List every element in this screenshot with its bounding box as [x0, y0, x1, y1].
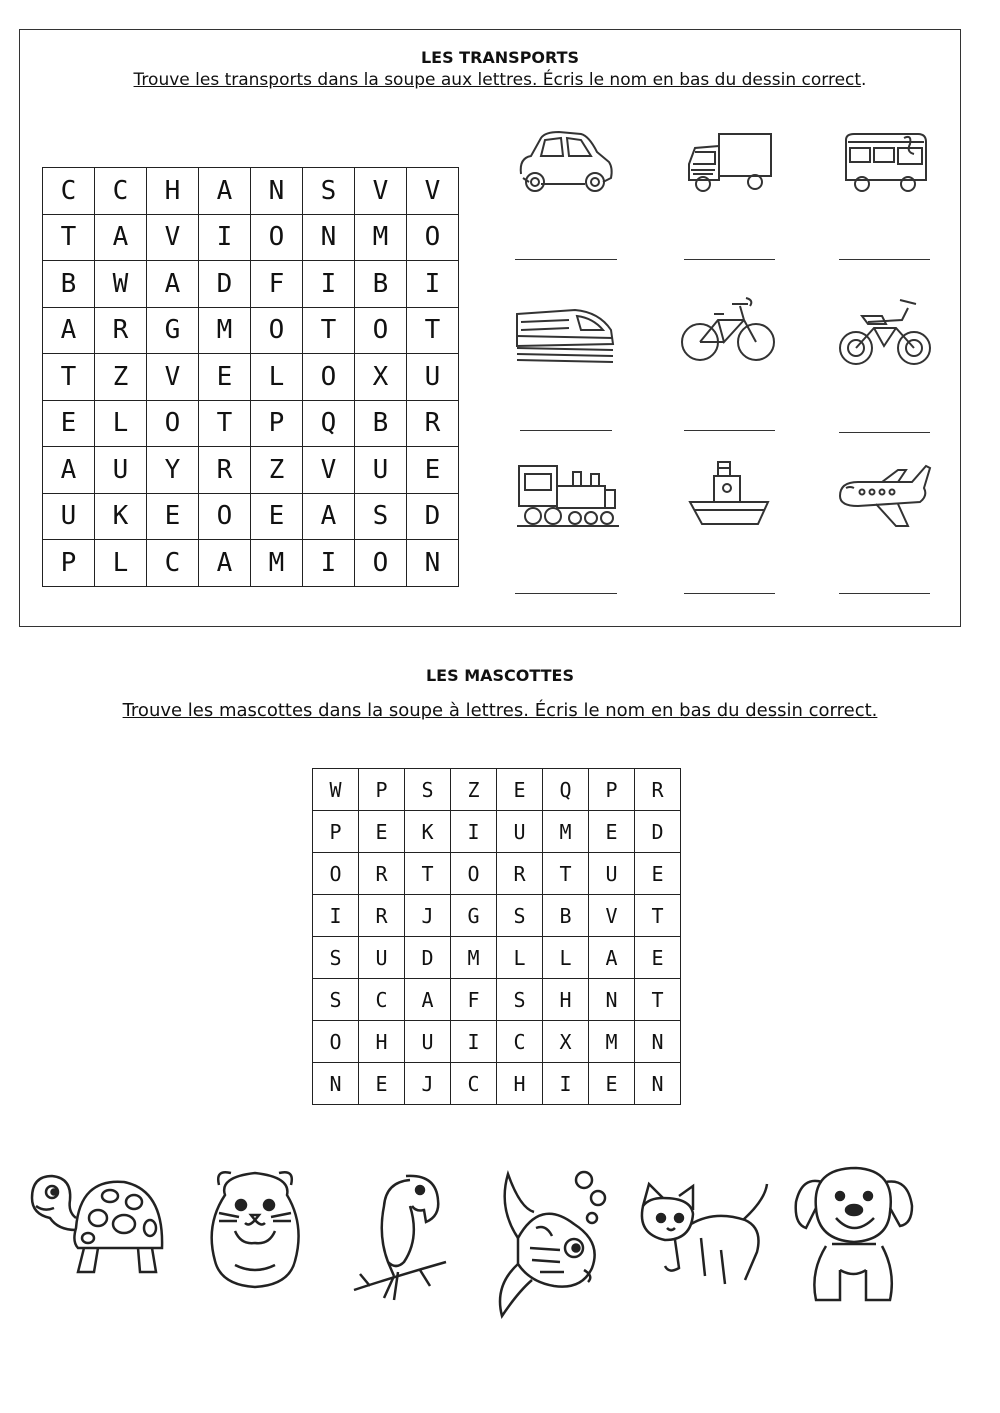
grid-cell[interactable]: L [543, 937, 589, 979]
transports-title: LES TRANSPORTS [420, 48, 580, 67]
grid-cell[interactable]: Q [543, 769, 589, 811]
grid-cell[interactable]: R [407, 400, 459, 447]
motorbike-icon [838, 294, 932, 370]
grid-cell[interactable]: T [407, 307, 459, 354]
grid-cell[interactable]: V [407, 168, 459, 215]
grid-cell[interactable]: R [497, 853, 543, 895]
grid-cell[interactable]: N [313, 1063, 359, 1105]
grid-cell[interactable]: R [359, 853, 405, 895]
grid-cell[interactable]: O [303, 354, 355, 401]
grid-cell[interactable]: V [589, 895, 635, 937]
grid-cell[interactable]: P [251, 400, 303, 447]
steam-train-icon [515, 460, 619, 530]
grid-cell[interactable]: E [635, 937, 681, 979]
grid-cell[interactable]: J [405, 1063, 451, 1105]
grid-row [43, 214, 459, 261]
grid-cell[interactable]: M [543, 811, 589, 853]
grid-cell[interactable]: I [451, 1021, 497, 1063]
grid-cell[interactable]: T [199, 400, 251, 447]
grid-cell[interactable]: X [355, 354, 407, 401]
answer-blank[interactable] [515, 259, 617, 260]
grid-cell[interactable]: I [451, 811, 497, 853]
grid-cell[interactable]: N [589, 979, 635, 1021]
grid-cell[interactable]: U [43, 493, 95, 540]
grid-cell[interactable]: S [303, 168, 355, 215]
grid-cell[interactable]: B [355, 400, 407, 447]
grid-cell[interactable]: U [359, 937, 405, 979]
grid-cell[interactable]: U [497, 811, 543, 853]
grid-cell[interactable]: E [635, 853, 681, 895]
grid-cell[interactable]: C [451, 1063, 497, 1105]
grid-row [313, 769, 681, 811]
grid-cell[interactable]: N [251, 168, 303, 215]
grid-cell[interactable]: O [313, 853, 359, 895]
grid-cell[interactable]: X [543, 1021, 589, 1063]
answer-blank[interactable] [684, 259, 775, 260]
answer-blank[interactable] [839, 432, 930, 433]
grid-cell[interactable]: N [407, 540, 459, 587]
grid-cell[interactable]: D [405, 937, 451, 979]
grid-cell[interactable]: M [589, 1021, 635, 1063]
grid-cell[interactable]: E [497, 769, 543, 811]
grid-cell[interactable]: O [407, 214, 459, 261]
grid-cell[interactable]: O [355, 540, 407, 587]
grid-cell[interactable]: S [313, 979, 359, 1021]
mascots-title: LES MASCOTTES [425, 666, 575, 685]
grid-cell[interactable]: Z [95, 354, 147, 401]
grid-cell[interactable]: T [635, 979, 681, 1021]
mascots-instruction-text: Trouve les mascottes dans la soupe à lettres. Écris le nom en bas du dessin correct. [122, 700, 878, 721]
grid-cell[interactable]: L [251, 354, 303, 401]
grid-cell[interactable]: A [589, 937, 635, 979]
grid-cell[interactable]: O [313, 1021, 359, 1063]
bicycle-icon [680, 294, 776, 366]
grid-cell[interactable]: T [303, 307, 355, 354]
answer-blank[interactable] [515, 593, 617, 594]
airplane-icon [836, 460, 932, 532]
grid-cell[interactable]: U [355, 447, 407, 494]
grid-cell[interactable]: C [43, 168, 95, 215]
grid-row [43, 447, 459, 494]
grid-cell[interactable]: G [451, 895, 497, 937]
grid-cell[interactable]: S [355, 493, 407, 540]
hamster-icon [205, 1165, 305, 1291]
grid-cell[interactable]: M [251, 540, 303, 587]
grid-cell[interactable]: S [313, 937, 359, 979]
grid-cell[interactable]: J [405, 895, 451, 937]
grid-cell[interactable]: E [147, 493, 199, 540]
grid-cell[interactable]: T [405, 853, 451, 895]
grid-cell[interactable]: K [95, 493, 147, 540]
grid-row [313, 811, 681, 853]
grid-cell[interactable]: R [199, 447, 251, 494]
transports-instruction-end: . [861, 70, 867, 90]
grid-cell[interactable]: V [355, 168, 407, 215]
grid-cell[interactable]: C [147, 540, 199, 587]
grid-cell[interactable]: E [251, 493, 303, 540]
grid-cell[interactable]: V [147, 214, 199, 261]
grid-cell[interactable]: I [199, 214, 251, 261]
boat-icon [686, 458, 772, 530]
grid-cell[interactable]: C [95, 168, 147, 215]
grid-cell[interactable]: C [497, 1021, 543, 1063]
grid-cell[interactable]: O [251, 214, 303, 261]
grid-row [43, 493, 459, 540]
grid-cell[interactable]: U [95, 447, 147, 494]
grid-cell[interactable]: A [405, 979, 451, 1021]
transports-instruction-text: Trouve les transports dans la soupe aux lettres. Écris le nom en bas du dessin correct [133, 70, 862, 90]
grid-cell[interactable]: C [359, 979, 405, 1021]
grid-cell[interactable]: I [303, 261, 355, 308]
dog-icon [792, 1162, 916, 1306]
grid-cell[interactable]: I [407, 261, 459, 308]
grid-cell[interactable]: A [43, 307, 95, 354]
grid-cell[interactable]: P [313, 811, 359, 853]
truck-icon [685, 128, 775, 196]
grid-cell[interactable]: T [43, 214, 95, 261]
grid-cell[interactable]: B [43, 261, 95, 308]
grid-cell[interactable]: W [313, 769, 359, 811]
grid-cell[interactable]: Q [303, 400, 355, 447]
grid-cell[interactable]: E [359, 811, 405, 853]
grid-cell[interactable]: D [407, 493, 459, 540]
grid-cell[interactable]: L [95, 540, 147, 587]
grid-row [43, 307, 459, 354]
parrot-icon [350, 1166, 450, 1306]
turtle-icon [28, 1168, 166, 1280]
grid-cell[interactable]: E [199, 354, 251, 401]
grid-cell[interactable]: M [355, 214, 407, 261]
grid-cell[interactable]: B [355, 261, 407, 308]
grid-cell[interactable]: V [147, 354, 199, 401]
car-icon [515, 128, 615, 196]
grid-cell[interactable]: T [635, 895, 681, 937]
grid-cell[interactable]: E [589, 1063, 635, 1105]
grid-cell[interactable]: G [147, 307, 199, 354]
grid-cell[interactable]: O [251, 307, 303, 354]
grid-cell[interactable]: P [359, 769, 405, 811]
grid-cell[interactable]: H [497, 1063, 543, 1105]
cat-icon [635, 1180, 775, 1300]
grid-cell[interactable]: E [43, 400, 95, 447]
grid-cell[interactable]: I [543, 1063, 589, 1105]
grid-cell[interactable]: I [303, 540, 355, 587]
grid-cell[interactable]: R [359, 895, 405, 937]
grid-cell[interactable]: O [199, 493, 251, 540]
grid-cell[interactable]: R [635, 769, 681, 811]
grid-cell[interactable]: A [147, 261, 199, 308]
grid-cell[interactable]: D [635, 811, 681, 853]
grid-cell[interactable]: M [451, 937, 497, 979]
grid-cell[interactable]: N [303, 214, 355, 261]
grid-row [43, 400, 459, 447]
grid-row [313, 979, 681, 1021]
fish-icon [490, 1168, 620, 1320]
grid-cell[interactable]: S [497, 895, 543, 937]
grid-cell[interactable]: Z [251, 447, 303, 494]
grid-cell[interactable]: Y [147, 447, 199, 494]
grid-cell[interactable]: B [543, 895, 589, 937]
grid-row [313, 853, 681, 895]
grid-row [313, 937, 681, 979]
grid-cell[interactable]: P [589, 769, 635, 811]
grid-cell[interactable]: D [199, 261, 251, 308]
high-speed-train-icon [515, 300, 615, 368]
transports-word-search [42, 167, 459, 587]
grid-row [43, 354, 459, 401]
grid-cell[interactable]: H [359, 1021, 405, 1063]
grid-cell[interactable]: A [43, 447, 95, 494]
grid-cell[interactable]: A [95, 214, 147, 261]
grid-cell[interactable]: S [497, 979, 543, 1021]
grid-cell[interactable]: A [199, 540, 251, 587]
grid-cell[interactable]: W [95, 261, 147, 308]
grid-cell[interactable]: I [313, 895, 359, 937]
grid-cell[interactable]: E [589, 811, 635, 853]
grid-cell[interactable]: S [405, 769, 451, 811]
grid-cell[interactable]: O [355, 307, 407, 354]
answer-blank[interactable] [839, 593, 930, 594]
grid-cell[interactable]: N [635, 1021, 681, 1063]
grid-cell[interactable]: O [451, 853, 497, 895]
grid-cell[interactable]: T [43, 354, 95, 401]
grid-cell[interactable]: U [405, 1021, 451, 1063]
grid-cell[interactable]: A [199, 168, 251, 215]
answer-blank[interactable] [839, 259, 930, 260]
grid-cell[interactable]: L [497, 937, 543, 979]
grid-cell[interactable]: F [451, 979, 497, 1021]
mascots-word-search [312, 768, 681, 1105]
grid-row [313, 895, 681, 937]
transports-instruction [0, 70, 1000, 90]
grid-cell[interactable]: E [359, 1063, 405, 1105]
grid-cell[interactable]: V [303, 447, 355, 494]
grid-cell[interactable]: T [543, 853, 589, 895]
mascots-instruction [0, 700, 1000, 721]
grid-cell[interactable]: M [199, 307, 251, 354]
grid-cell[interactable]: P [43, 540, 95, 587]
grid-cell[interactable]: K [405, 811, 451, 853]
grid-cell[interactable]: H [543, 979, 589, 1021]
answer-blank[interactable] [684, 430, 775, 431]
grid-row [43, 540, 459, 587]
grid-cell[interactable]: O [147, 400, 199, 447]
grid-cell[interactable]: E [407, 447, 459, 494]
grid-cell[interactable]: F [251, 261, 303, 308]
answer-blank[interactable] [520, 430, 612, 431]
grid-cell[interactable]: U [589, 853, 635, 895]
grid-row [313, 1021, 681, 1063]
grid-cell[interactable]: N [635, 1063, 681, 1105]
grid-row [43, 261, 459, 308]
grid-cell[interactable]: H [147, 168, 199, 215]
grid-cell[interactable]: L [95, 400, 147, 447]
grid-cell[interactable]: U [407, 354, 459, 401]
grid-row [43, 168, 459, 215]
grid-cell[interactable]: A [303, 493, 355, 540]
grid-row [313, 1063, 681, 1105]
grid-cell[interactable]: Z [451, 769, 497, 811]
answer-blank[interactable] [684, 593, 775, 594]
grid-cell[interactable]: R [95, 307, 147, 354]
bus-icon [840, 128, 930, 196]
